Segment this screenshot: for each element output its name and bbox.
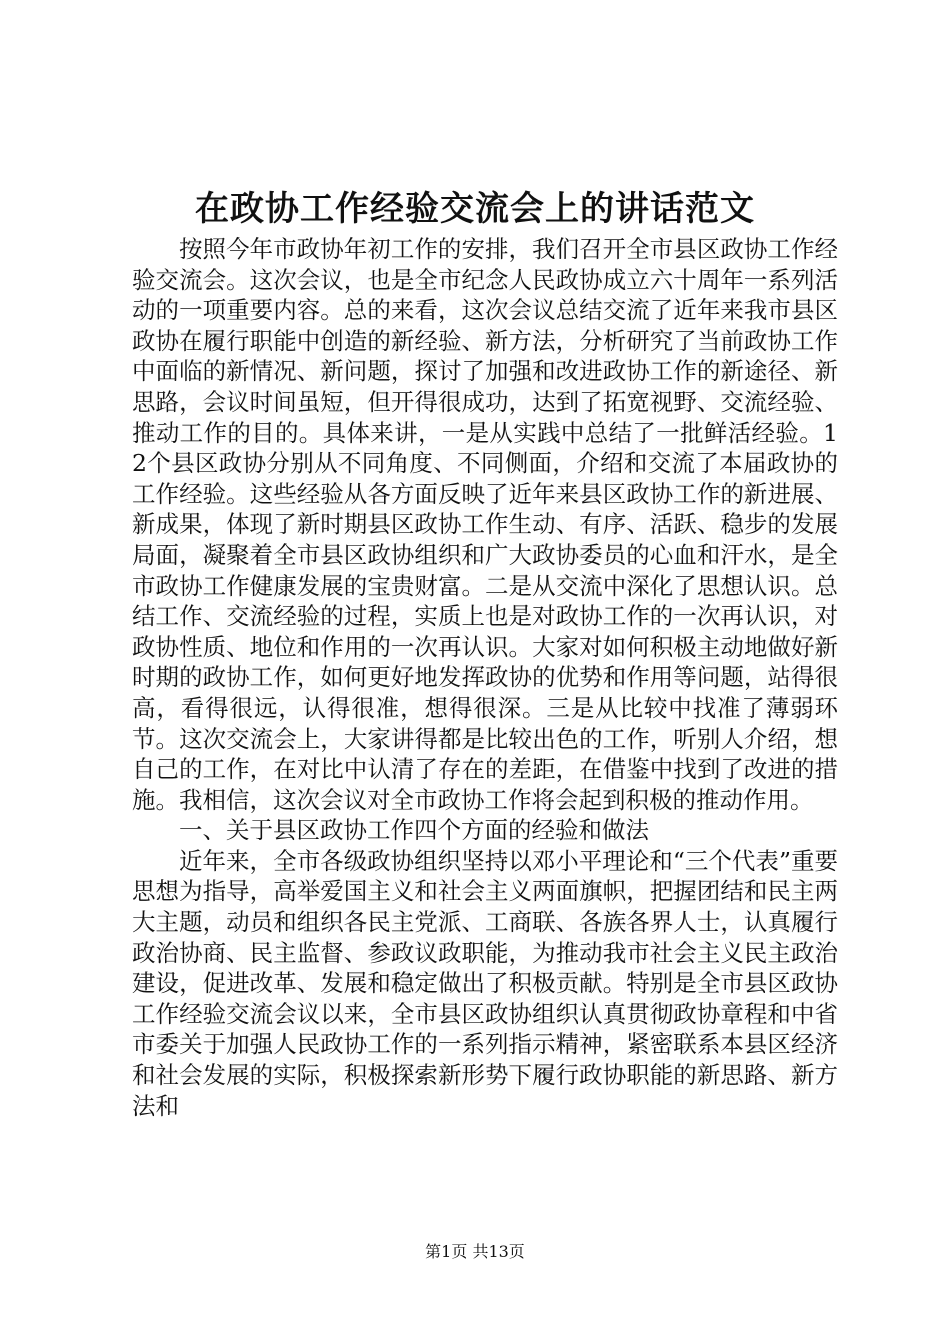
section-heading: 一、关于县区政协工作四个方面的经验和做法 <box>179 816 649 845</box>
document-body <box>132 234 838 1121</box>
paragraph-intro: 按照今年市政协年初工作的安排，我们召开全市县区政协工作经验交流会。这次会议，也是全市纪念人民政协成立六十周年一系列活动的一项重要内容。总的来看，这次会议总结交流了近年来我市县区政协在履行职能中创造的新经验、新方法，分析研究了当前政协工作中面临的新情况、新问题，探讨了加强和改进政协工作的新途径、新思路，会议时间虽短，但开得很成功，达到了拓宽视野、交流经验、推动工作的目的。具体来讲，一是从实践中总结了一批鲜活经验。12个县区政协分别从不同角度、不同侧面，介绍和交流了本届政协的工作经验。这些经验从各方面反映了近年来县区政协工作的新进展、新成果，体现了新时期县区政协工作生动、有序、活跃、稳步的发展局面，凝聚着全市县区政协组织和广大政协委员的心血和汗水，是全市政协工作健康发展的宝贵财富。二是从交流中深化了思想认识。总结工作、交流经验的过程，实质上也是对政协工作的一次再认识，对政协性质、地位和作用的一次再认识。大家对如何积极主动地做好新时期的政协工作，如何更好地发挥政协的优势和作用等问题，站得很高，看得很远，认得很准，想得很深。三是从比较中找准了薄弱环节。这次交流会上，大家讲得都是比较出色的工作，听别人介绍，想自己的工作，在对比中认清了存在的差距，在借鉴中找到了改进的措施。我相信，这次会议对全市政协工作将会起到积极的推动作用。 <box>132 235 838 814</box>
page-footer: 第1页 共13页 <box>425 1242 525 1261</box>
document-title: 在政协工作经验交流会上的讲话范文 <box>195 189 755 229</box>
paragraph-section-1: 近年来，全市各级政协组织坚持以邓小平理论和“三个代表”重要思想为指导，高举爱国主义和社会主义两面旗帜，把握团结和民主两大主题，动员和组织各民主党派、工商联、各族各界人士，认真履行政治协商、民主监督、参政议政职能，为推动我市社会主义民主政治建设，促进改革、发展和稳定做出了积极贡献。特别是全市县区政协工作经验交流会议以来，全市县区政协组织认真贯彻政协章程和中省市委关于加强人民政协工作的一系列指示精神，紧密联系本县区经济和社会发展的实际，积极探索新形势下履行政协职能的新思路、新方法和 <box>132 846 838 1120</box>
